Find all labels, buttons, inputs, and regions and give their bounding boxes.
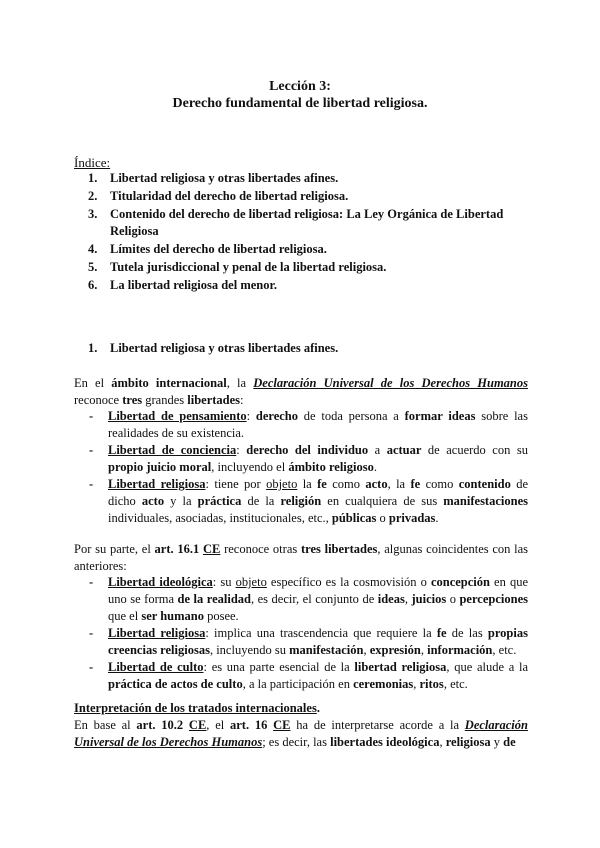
interpretacion-section (74, 700, 528, 751)
index-item: 2. Titularidad del derecho de libertad religiosa. (88, 189, 349, 203)
list-item: - Libertad de conciencia: derecho del individuo a actuar de acuerdo con su propio juicio moral, incluyendo el ámbito religioso. (89, 443, 528, 474)
paragraph-art-16: Por su parte, el art. 16.1 CE reconoce otras tres libertades, algunas coincidentes con las anteriores: (74, 542, 529, 573)
list-item: - Libertad de pensamiento: derecho de toda persona a formar ideas sobre las realidades de su existencia. (89, 409, 528, 440)
list-item: - Libertad religiosa: implica una trascendencia que requiere la fe de las propias creencias religiosas, incluyendo su manifestación, expresión, información, etc. (89, 626, 528, 657)
index-item: 1. Libertad religiosa y otras libertades afines. (88, 171, 339, 185)
index-item: 5. Tutela jurisdiccional y penal de la libertad religiosa. (88, 260, 387, 274)
list-item: - Libertad de culto: es una parte esencial de la libertad religiosa, que alude a la práctica de actos de culto, a la participación en ceremonias, ritos, etc. (89, 660, 529, 691)
libertades-list-2 (89, 574, 528, 693)
list-item: - Libertad religiosa: tiene por objeto la fe como acto, la fe como contenido de dicho acto y la práctica de la religión en cualquiera de sus manifestaciones individuales, asociadas, institucionales, etc., públicas o privadas. (89, 477, 529, 525)
index-item: 6. La libertad religiosa del menor. (88, 278, 278, 292)
index-list (88, 170, 528, 295)
lesson-number: Lección 3: (269, 79, 331, 94)
index-item: 4. Límites del derecho de libertad religiosa. (88, 242, 327, 256)
interpretacion-paragraph: En base al art. 10.2 CE, el art. 16 CE ha de interpretarse acorde a la Declaración Universal de los Derechos Humanos; es decir, las libertades ideológica, religiosa y de (74, 718, 528, 749)
index-heading: Índice: (74, 155, 111, 170)
paragraph-intro: En el ámbito internacional, la Declaración Universal de los Derechos Humanos reconoce tres grandes libertades: (74, 376, 528, 407)
index-item: 3. Contenido del derecho de libertad religiosa: La Ley Orgánica de Libertad Religiosa (88, 207, 504, 238)
section-heading: 1. Libertad religiosa y otras libertades afines. (88, 341, 339, 355)
lesson-title: Derecho fundamental de libertad religiosa. (172, 96, 428, 111)
interpretacion-heading: Interpretación de los tratados internacionales. (74, 701, 320, 715)
list-item: - Libertad ideológica: su objeto específico es la cosmovisión o concepción en que uno se forma de la realidad, es decir, el conjunto de ideas, juicios o percepciones que el ser humano posee. (89, 575, 528, 623)
libertades-list-1 (89, 408, 528, 527)
